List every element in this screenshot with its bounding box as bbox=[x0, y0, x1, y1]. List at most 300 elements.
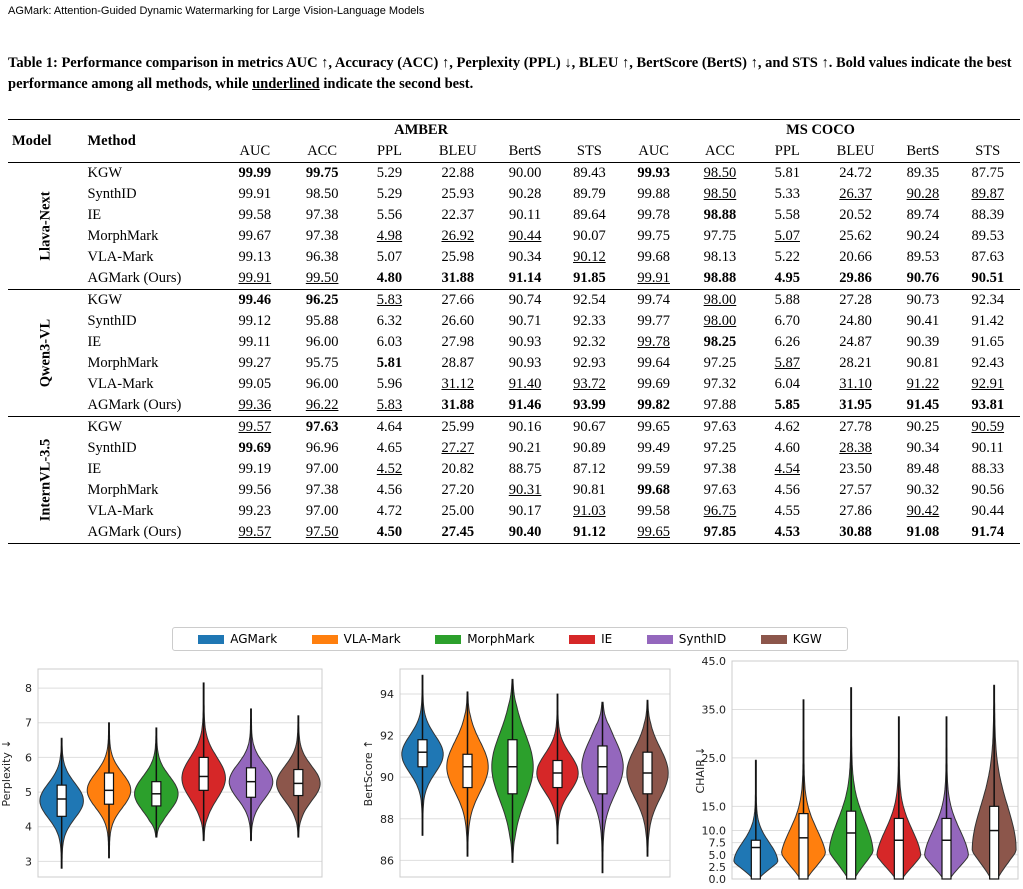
value-cell bbox=[686, 332, 753, 353]
value: 90.34 bbox=[508, 249, 542, 265]
value-cell bbox=[221, 480, 288, 501]
value-cell bbox=[558, 205, 621, 226]
value: 4.56 bbox=[774, 482, 800, 498]
value-cell bbox=[821, 226, 890, 247]
caption-text-2: indicate the second best. bbox=[319, 76, 474, 92]
legend-item-synthid bbox=[647, 632, 726, 646]
value-cell bbox=[221, 353, 288, 374]
value-cell bbox=[221, 205, 288, 226]
second-best-value: 98.00 bbox=[703, 292, 737, 308]
best-value: 91.85 bbox=[573, 270, 606, 286]
best-value: 99.46 bbox=[238, 292, 272, 308]
value: 99.13 bbox=[238, 249, 272, 265]
value-cell bbox=[686, 311, 753, 332]
value: 90.11 bbox=[509, 207, 542, 223]
group-label-mscoco: MS COCO bbox=[786, 122, 855, 138]
value-cell bbox=[492, 247, 557, 268]
value: 92.43 bbox=[971, 355, 1005, 371]
value-cell bbox=[621, 311, 686, 332]
value-cell bbox=[686, 205, 753, 226]
iqr-box bbox=[990, 806, 999, 879]
second-best-value: 99.36 bbox=[238, 397, 272, 413]
second-best-value: 28.38 bbox=[839, 440, 872, 456]
value: 98.13 bbox=[703, 249, 737, 265]
value-cell bbox=[288, 205, 355, 226]
value-cell bbox=[956, 332, 1020, 353]
table-row bbox=[8, 374, 1020, 395]
value-cell bbox=[423, 480, 492, 501]
iqr-box bbox=[105, 773, 114, 804]
value: 96.38 bbox=[305, 249, 339, 265]
value-cell bbox=[621, 438, 686, 459]
second-best-value: 4.54 bbox=[774, 461, 800, 477]
best-value: 91.45 bbox=[906, 397, 940, 413]
iqr-box bbox=[553, 761, 562, 788]
second-best-value: 99.57 bbox=[238, 419, 272, 435]
value: 90.11 bbox=[971, 440, 1004, 456]
best-value: 96.25 bbox=[305, 292, 339, 308]
metric-header-sts-amber: STS bbox=[558, 141, 621, 163]
value: 99.58 bbox=[238, 207, 272, 223]
value: 88.33 bbox=[971, 461, 1005, 477]
value: 97.25 bbox=[703, 355, 737, 371]
best-value: 29.86 bbox=[839, 270, 872, 286]
value-cell bbox=[221, 184, 288, 205]
model-label: Llava-Next bbox=[37, 191, 54, 261]
value: 97.38 bbox=[305, 207, 339, 223]
value: 24.87 bbox=[839, 334, 872, 350]
value: 90.17 bbox=[508, 503, 542, 519]
value-cell bbox=[492, 395, 557, 417]
caption-underlined-word: underlined bbox=[252, 76, 320, 92]
value-cell bbox=[621, 332, 686, 353]
best-value: 91.74 bbox=[971, 524, 1005, 540]
bertscore-plot-svg bbox=[340, 655, 680, 889]
value-cell bbox=[423, 184, 492, 205]
value: 6.26 bbox=[774, 334, 800, 350]
value-cell bbox=[821, 374, 890, 395]
value-cell bbox=[492, 480, 557, 501]
value: 22.88 bbox=[441, 165, 475, 181]
value-cell bbox=[288, 226, 355, 247]
value: 90.93 bbox=[508, 355, 542, 371]
value: 26.60 bbox=[441, 313, 475, 329]
value-cell bbox=[221, 247, 288, 268]
value: 90.00 bbox=[508, 165, 542, 181]
legend-swatch bbox=[435, 635, 461, 644]
table-row bbox=[8, 311, 1020, 332]
value-cell bbox=[356, 268, 423, 290]
value: 92.54 bbox=[573, 292, 606, 308]
table-row bbox=[8, 395, 1020, 417]
value: 87.63 bbox=[971, 249, 1005, 265]
best-value: 4.53 bbox=[774, 524, 800, 540]
value-cell bbox=[956, 480, 1020, 501]
table-row bbox=[8, 417, 1020, 439]
value-cell bbox=[288, 184, 355, 205]
best-value: 91.14 bbox=[508, 270, 542, 286]
legend-swatch bbox=[761, 635, 787, 644]
value-cell bbox=[821, 205, 890, 226]
legend-item-morphmark bbox=[435, 632, 534, 646]
y-tick-label: 35.0 bbox=[701, 703, 726, 717]
running-header: AGMark: Attention-Guided Dynamic Watermarking for Large Vision-Language Models bbox=[8, 5, 425, 17]
value: 89.74 bbox=[906, 207, 940, 223]
value-cell bbox=[621, 480, 686, 501]
second-best-value: 90.28 bbox=[906, 186, 940, 202]
value-cell bbox=[821, 438, 890, 459]
value: 88.39 bbox=[971, 207, 1005, 223]
second-best-value: 5.83 bbox=[376, 292, 403, 308]
value-cell bbox=[754, 438, 821, 459]
y-tick-label: 0.0 bbox=[708, 873, 726, 886]
value-cell bbox=[821, 480, 890, 501]
value-cell bbox=[356, 184, 423, 205]
y-tick-label: 92 bbox=[380, 729, 394, 743]
value-cell bbox=[821, 311, 890, 332]
value-cell bbox=[890, 332, 955, 353]
second-best-value: 4.98 bbox=[376, 228, 403, 244]
legend-item-kgw bbox=[761, 632, 822, 646]
value-cell bbox=[423, 311, 492, 332]
value-cell bbox=[558, 459, 621, 480]
value-cell bbox=[221, 374, 288, 395]
best-value: 99.75 bbox=[305, 165, 339, 181]
value-cell bbox=[621, 205, 686, 226]
value: 92.34 bbox=[971, 292, 1005, 308]
value: 27.98 bbox=[441, 334, 475, 350]
value-cell bbox=[558, 268, 621, 290]
col-header-method: Method bbox=[83, 120, 221, 163]
table-row bbox=[8, 247, 1020, 268]
value: 92.32 bbox=[573, 334, 606, 350]
value-cell bbox=[356, 353, 423, 374]
legend-item-vla-mark bbox=[312, 632, 401, 646]
value-cell bbox=[821, 290, 890, 312]
table-row bbox=[8, 459, 1020, 480]
second-best-value: 99.65 bbox=[637, 524, 670, 540]
value-cell bbox=[686, 163, 753, 185]
table-row bbox=[8, 522, 1020, 544]
col-group-amber bbox=[221, 120, 621, 142]
method-cell: IE bbox=[87, 334, 102, 350]
value: 90.25 bbox=[906, 419, 940, 435]
value-cell bbox=[288, 374, 355, 395]
value: 90.41 bbox=[906, 313, 940, 329]
value: 99.67 bbox=[238, 228, 272, 244]
value: 91.42 bbox=[971, 313, 1005, 329]
value: 90.34 bbox=[906, 440, 940, 456]
value-cell bbox=[288, 501, 355, 522]
second-best-value: 99.91 bbox=[637, 270, 670, 286]
table-row bbox=[8, 353, 1020, 374]
legend-label: SynthID bbox=[678, 632, 727, 646]
value-cell bbox=[890, 522, 955, 544]
value-cell bbox=[821, 522, 890, 544]
value: 90.21 bbox=[508, 440, 542, 456]
value-cell bbox=[821, 247, 890, 268]
value-cell bbox=[621, 522, 686, 544]
value: 99.88 bbox=[637, 186, 670, 202]
value-cell bbox=[956, 268, 1020, 290]
legend-swatch bbox=[647, 635, 673, 644]
value: 5.88 bbox=[774, 292, 800, 308]
value: 5.22 bbox=[774, 249, 800, 265]
value-cell bbox=[956, 374, 1020, 395]
y-tick-label: 7.5 bbox=[708, 836, 726, 850]
value-cell bbox=[821, 163, 890, 185]
value: 5.29 bbox=[376, 165, 403, 181]
method-cell: VLA-Mark bbox=[87, 376, 154, 392]
y-tick-label: 90 bbox=[380, 771, 394, 785]
value: 89.79 bbox=[573, 186, 606, 202]
value-cell bbox=[956, 438, 1020, 459]
second-best-value: 90.31 bbox=[508, 482, 542, 498]
value-cell bbox=[821, 395, 890, 417]
value-cell bbox=[890, 480, 955, 501]
legend-swatch bbox=[569, 635, 595, 644]
second-best-value: 98.50 bbox=[703, 186, 737, 202]
iqr-box bbox=[799, 814, 808, 879]
value: 90.56 bbox=[971, 482, 1005, 498]
second-best-value: 90.12 bbox=[573, 249, 606, 265]
metric-header-ppl-amber: PPL bbox=[356, 141, 423, 163]
value-cell bbox=[754, 417, 821, 439]
value: 97.38 bbox=[305, 228, 339, 244]
value: 97.38 bbox=[305, 482, 339, 498]
value: 99.78 bbox=[637, 207, 670, 223]
second-best-value: 98.50 bbox=[703, 165, 737, 181]
value-cell bbox=[956, 353, 1020, 374]
method-cell: MorphMark bbox=[87, 482, 159, 498]
value: 90.81 bbox=[906, 355, 940, 371]
value: 97.88 bbox=[703, 397, 737, 413]
value-cell bbox=[890, 226, 955, 247]
value-cell bbox=[221, 332, 288, 353]
value-cell bbox=[956, 184, 1020, 205]
y-tick-label: 86 bbox=[380, 854, 394, 868]
value-cell bbox=[890, 311, 955, 332]
value-cell bbox=[356, 522, 423, 544]
value-cell bbox=[288, 438, 355, 459]
value-cell bbox=[890, 417, 955, 439]
value: 99.49 bbox=[637, 440, 670, 456]
value: 89.43 bbox=[573, 165, 606, 181]
value: 97.00 bbox=[305, 503, 339, 519]
value: 95.88 bbox=[305, 313, 339, 329]
value: 90.16 bbox=[508, 419, 542, 435]
value-cell bbox=[221, 226, 288, 247]
value-cell bbox=[356, 395, 423, 417]
value-cell bbox=[621, 395, 686, 417]
value-cell bbox=[621, 290, 686, 312]
value-cell bbox=[558, 184, 621, 205]
model-cell bbox=[8, 417, 83, 544]
second-best-value: 99.78 bbox=[637, 334, 670, 350]
second-best-value: 98.00 bbox=[703, 313, 737, 329]
second-best-value: 99.91 bbox=[238, 270, 272, 286]
metric-header-acc-mscoco: ACC bbox=[686, 141, 753, 163]
value: 90.07 bbox=[573, 228, 606, 244]
value: 99.64 bbox=[637, 355, 670, 371]
value-cell bbox=[558, 501, 621, 522]
value-cell bbox=[821, 332, 890, 353]
value-cell bbox=[423, 247, 492, 268]
table-row bbox=[8, 332, 1020, 353]
y-tick-label: 5.0 bbox=[708, 848, 726, 862]
value: 4.55 bbox=[774, 503, 800, 519]
value-cell bbox=[288, 395, 355, 417]
value-cell bbox=[288, 163, 355, 185]
value: 89.53 bbox=[971, 228, 1005, 244]
table-row bbox=[8, 290, 1020, 312]
value-cell bbox=[558, 395, 621, 417]
value-cell bbox=[821, 353, 890, 374]
value-cell bbox=[754, 290, 821, 312]
legend-label: AGMark bbox=[230, 632, 278, 646]
value-cell bbox=[754, 247, 821, 268]
value-cell bbox=[558, 417, 621, 439]
value-cell bbox=[754, 163, 821, 185]
value-cell bbox=[558, 480, 621, 501]
results-table bbox=[8, 119, 1020, 544]
best-value: 90.40 bbox=[508, 524, 542, 540]
value: 87.12 bbox=[573, 461, 606, 477]
value-cell bbox=[890, 395, 955, 417]
value-cell bbox=[686, 438, 753, 459]
value-cell bbox=[288, 459, 355, 480]
value: 25.98 bbox=[441, 249, 475, 265]
value: 99.19 bbox=[238, 461, 272, 477]
value-cell bbox=[288, 247, 355, 268]
value: 27.66 bbox=[441, 292, 475, 308]
y-tick-label: 7 bbox=[25, 716, 32, 730]
value: 4.56 bbox=[376, 482, 403, 498]
value-cell bbox=[890, 501, 955, 522]
value-cell bbox=[754, 226, 821, 247]
best-value: 31.88 bbox=[441, 397, 475, 413]
second-best-value: 27.27 bbox=[441, 440, 475, 456]
value: 97.00 bbox=[305, 461, 339, 477]
value-cell bbox=[754, 395, 821, 417]
method-cell: KGW bbox=[83, 290, 221, 312]
plot-frame bbox=[38, 669, 322, 877]
value-cell bbox=[686, 417, 753, 439]
value: 5.58 bbox=[774, 207, 800, 223]
iqr-box bbox=[294, 770, 303, 796]
value-cell bbox=[686, 247, 753, 268]
value-cell bbox=[821, 459, 890, 480]
value-cell bbox=[423, 417, 492, 439]
value: 4.62 bbox=[774, 419, 800, 435]
value: 89.35 bbox=[906, 165, 940, 181]
value: 20.52 bbox=[839, 207, 872, 223]
metric-header-acc-amber: ACC bbox=[288, 141, 355, 163]
value: 97.75 bbox=[703, 228, 737, 244]
iqr-box bbox=[418, 740, 427, 767]
value-cell bbox=[492, 163, 557, 185]
value: 5.33 bbox=[774, 186, 800, 202]
second-best-value: 26.92 bbox=[441, 228, 475, 244]
table-row bbox=[8, 480, 1020, 501]
iqr-box bbox=[199, 757, 208, 790]
value: 4.72 bbox=[376, 503, 403, 519]
method-cell: SynthID bbox=[87, 186, 137, 202]
method-cell: MorphMark bbox=[87, 228, 159, 244]
value: 96.00 bbox=[305, 376, 339, 392]
value-cell bbox=[221, 163, 288, 185]
value-cell bbox=[558, 438, 621, 459]
metric-header-berts-amber: BertS bbox=[492, 141, 557, 163]
iqr-box bbox=[942, 818, 951, 879]
method-cell: AGMark (Ours) bbox=[87, 397, 182, 413]
best-value: 99.82 bbox=[637, 397, 670, 413]
value: 5.81 bbox=[774, 165, 800, 181]
value-cell bbox=[356, 417, 423, 439]
best-value: 93.99 bbox=[573, 397, 606, 413]
value-cell bbox=[956, 522, 1020, 544]
value-cell bbox=[686, 353, 753, 374]
value-cell bbox=[686, 395, 753, 417]
value: 99.65 bbox=[637, 419, 670, 435]
method-cell: AGMark (Ours) bbox=[87, 270, 182, 286]
value-cell bbox=[492, 353, 557, 374]
value-cell bbox=[890, 184, 955, 205]
value: 4.65 bbox=[376, 440, 403, 456]
iqr-box bbox=[57, 785, 66, 816]
value-cell bbox=[558, 247, 621, 268]
value: 25.93 bbox=[441, 186, 475, 202]
value-cell bbox=[890, 163, 955, 185]
table-row bbox=[8, 268, 1020, 290]
value-cell bbox=[288, 417, 355, 439]
value-cell bbox=[754, 205, 821, 226]
value-cell bbox=[423, 353, 492, 374]
y-tick-label: 15.0 bbox=[701, 800, 726, 814]
second-best-value: 5.83 bbox=[376, 397, 403, 413]
value: 97.63 bbox=[703, 482, 737, 498]
best-value: 93.81 bbox=[971, 397, 1005, 413]
value: 6.04 bbox=[774, 376, 800, 392]
best-value: 98.88 bbox=[703, 270, 737, 286]
value-cell bbox=[492, 311, 557, 332]
value-cell bbox=[621, 268, 686, 290]
value: 27.86 bbox=[839, 503, 872, 519]
legend-swatch bbox=[198, 635, 224, 644]
second-best-value: 93.72 bbox=[573, 376, 606, 392]
best-value: 91.12 bbox=[573, 524, 606, 540]
value: 25.99 bbox=[441, 419, 475, 435]
second-best-value: 92.91 bbox=[971, 376, 1005, 392]
value-cell bbox=[558, 522, 621, 544]
value-cell bbox=[221, 522, 288, 544]
y-tick-label: 25.0 bbox=[701, 751, 726, 765]
table-header-row-1 bbox=[8, 120, 1020, 142]
value-cell bbox=[621, 374, 686, 395]
method-cell: VLA-Mark bbox=[87, 503, 154, 519]
value: 99.75 bbox=[637, 228, 670, 244]
metric-header-sts-mscoco: STS bbox=[956, 141, 1020, 163]
group-label-amber: AMBER bbox=[394, 122, 449, 138]
value: 27.28 bbox=[839, 292, 872, 308]
model-cell bbox=[8, 163, 83, 290]
metric-header-berts-mscoco: BertS bbox=[890, 141, 955, 163]
value-cell bbox=[221, 459, 288, 480]
value-cell bbox=[621, 459, 686, 480]
value: 92.33 bbox=[573, 313, 606, 329]
value-cell bbox=[492, 184, 557, 205]
y-tick-label: 8 bbox=[25, 682, 32, 696]
